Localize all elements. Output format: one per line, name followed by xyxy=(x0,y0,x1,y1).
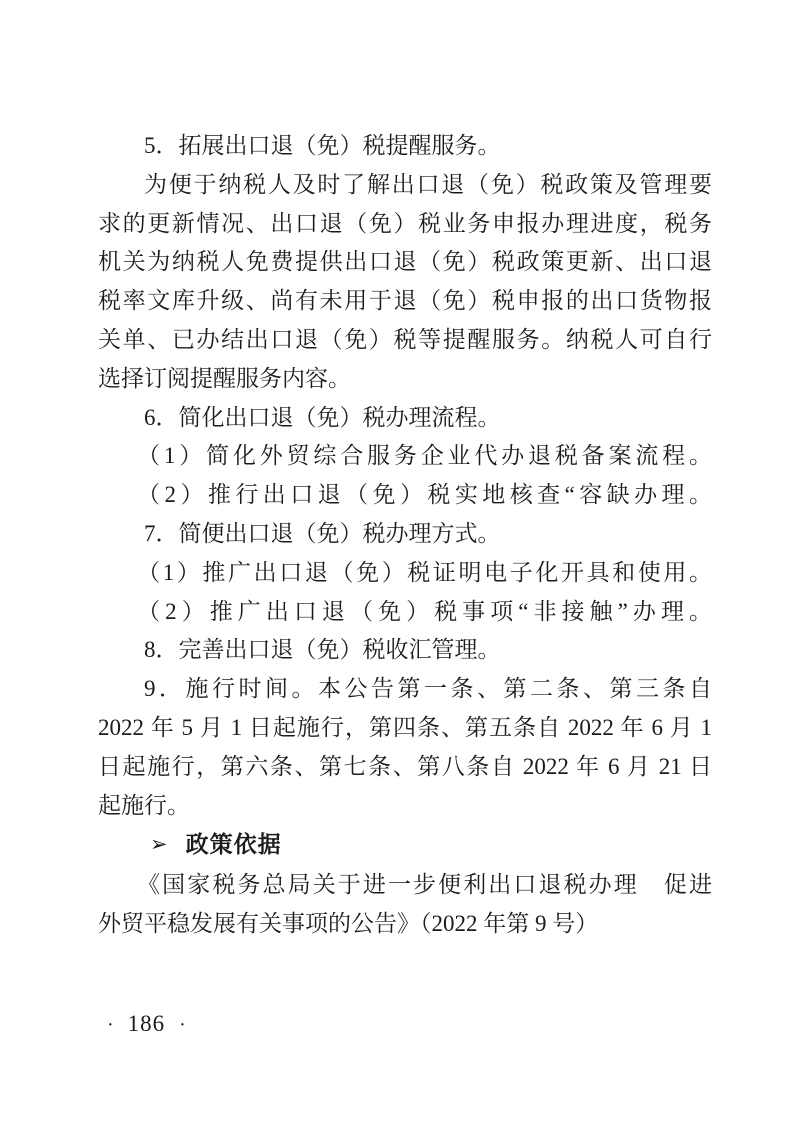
reference-line-2: 外贸平稳发展有关事项的公告》（2022 年第 9 号） xyxy=(98,910,599,936)
para-5-line-3: 机关为纳税人免费提供出口退（免）税政策更新、出口退 xyxy=(98,249,712,275)
para-5-line-6: 选择订阅提醒服务内容。 xyxy=(98,365,351,391)
footer-left-dot: · xyxy=(107,1014,114,1036)
para-5-line-1: 为便于纳税人及时了解出口退（免）税政策及管理要 xyxy=(144,171,712,197)
policy-basis-label: 政策依据 xyxy=(185,831,282,858)
page-content xyxy=(98,127,712,944)
para-5-line-4: 税率文库升级、尚有未用于退（免）税申报的出口货物报 xyxy=(98,288,712,314)
footer-right-dot: · xyxy=(179,1014,186,1036)
item-7-sub-1: （1）推广出口退（免）税证明电子化开具和使用。 xyxy=(137,559,712,585)
item-9-line-3: 日起施行，第六条、第七条、第八条自 2022 年 6 月 21 日 xyxy=(98,753,712,779)
item-6-sub-2: （2）推行出口退（免）税实地核查“容缺办理。 xyxy=(137,482,712,508)
page-footer xyxy=(107,1007,186,1042)
item-6-heading: 6．简化出口退（免）税办理流程。 xyxy=(144,404,501,430)
item-9-line-2: 2022 年 5 月 1 日起施行，第四条、第五条自 2022 年 6 月 1 xyxy=(98,714,712,740)
para-5-line-5: 关单、已办结出口退（免）税等提醒服务。纳税人可自行 xyxy=(98,326,712,352)
page-number: 186 xyxy=(127,1011,166,1036)
item-5-heading: 5．拓展出口退（免）税提醒服务。 xyxy=(144,133,501,158)
reference-line-1: 《国家税务总局关于进一步便利出口退税办理 促进 xyxy=(137,872,712,898)
item-6-sub-1: （1）简化外贸综合服务企业代办退税备案流程。 xyxy=(137,443,712,469)
policy-basis-heading xyxy=(98,825,712,866)
item-7-sub-2: （2）推广出口退（免）税事项“非接触”办理。 xyxy=(137,598,712,624)
item-9-line-1: 9．施行时间。本公告第一条、第二条、第三条自 xyxy=(144,676,712,702)
item-9-line-4: 起施行。 xyxy=(98,792,190,818)
arrow-bullet-icon: ➢ xyxy=(150,833,169,857)
item-8-heading: 8．完善出口退（免）税收汇管理。 xyxy=(144,637,501,663)
item-7-heading: 7．简便出口退（免）税办理方式。 xyxy=(144,520,501,546)
para-5-line-2: 求的更新情况、出口退（免）税业务申报办理进度，税务 xyxy=(98,210,712,236)
